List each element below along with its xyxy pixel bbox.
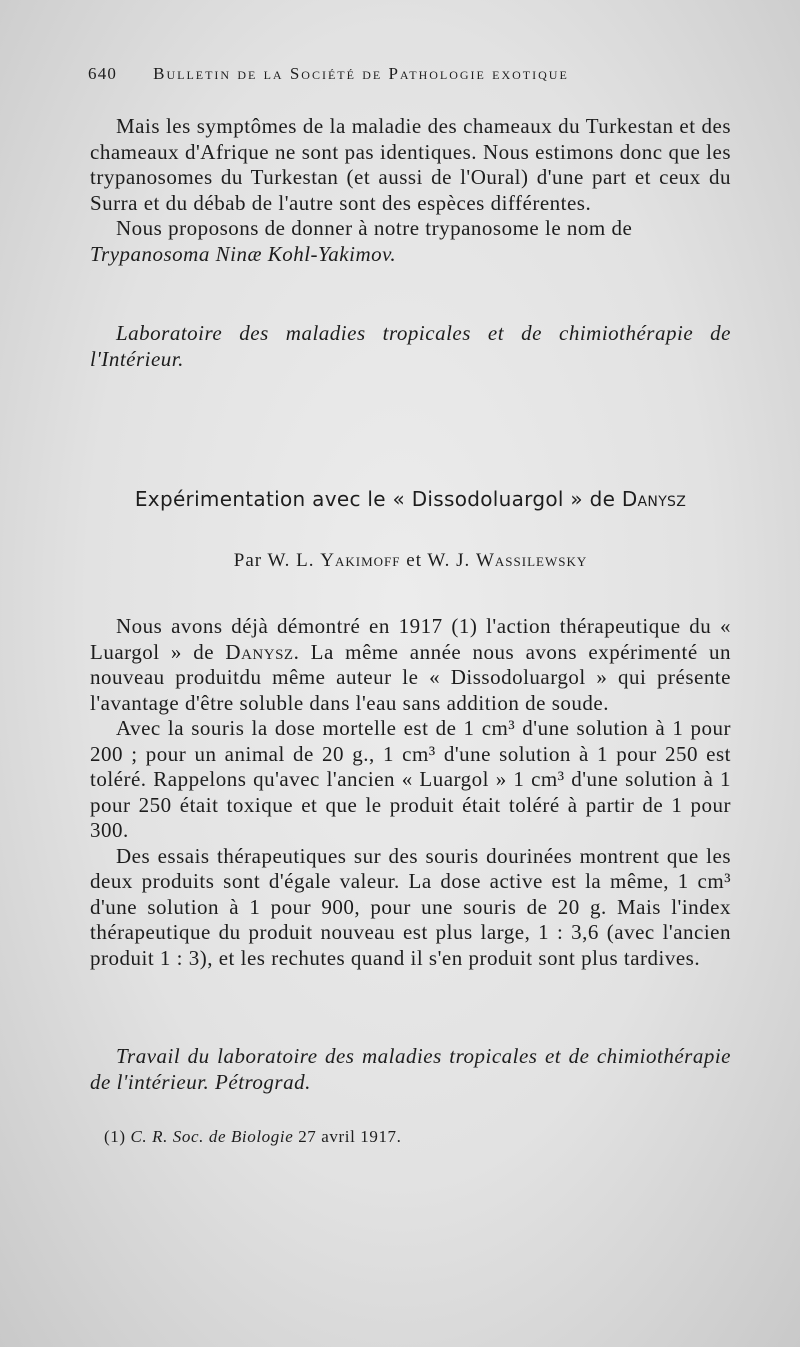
article-body bbox=[90, 614, 731, 971]
page-number: 640 bbox=[88, 64, 118, 83]
affiliation-text: Travail du laboratoire des maladies tropicales et de chimiothérapie de l'intérieur. Pétrograd. bbox=[90, 1044, 731, 1094]
previous-article-end bbox=[90, 114, 731, 267]
previous-article-affiliation bbox=[90, 321, 731, 372]
journal-title: Bulletin de la Société de Pathologie exotique bbox=[153, 64, 569, 83]
byline: Par W. L. Yakimoff et W. J. Wassilewsky bbox=[233, 550, 588, 571]
author-name: Danysz bbox=[621, 487, 687, 511]
running-header bbox=[88, 64, 708, 84]
author-name: Danysz bbox=[225, 639, 294, 664]
affiliation-text: Laboratoire des maladies tropicales et de chimiothérapie de l'Intérieur. bbox=[90, 321, 731, 371]
paragraph: Avec la souris la dose mortelle est de 1 cm³ d'une solution à 1 pour 200 ; pour un animal de 20 g., 1 cm³ d'une solution à 1 pour 250 est toléré. Rappelons qu'avec l'ancien « Luargol » 1 cm³ d'une solution à 1 pour 250 était toxique et que le produit était toléré à partir de 1 pour 300. bbox=[90, 716, 731, 842]
paragraph: Des essais thérapeutiques sur des souris dourinées montrent que les deux produits sont d'égale valeur. La dose active est la même, 1 cm³ d'une solution à 1 pour 900, pour une souris de 20 g. Mais l'index thérapeutique du produit nouveau est plus large, 1 : 3,6 (avec l'ancien produit 1 : 3), et les rechutes quand il s'en produit sont plus tardives. bbox=[90, 843, 731, 970]
author-name: Yakimoff bbox=[320, 550, 401, 571]
species-name: Trypanosoma Ninæ Kohl-Yakimov. bbox=[90, 241, 397, 266]
paragraph: Nous proposons de donner à notre trypanosome le nom de bbox=[116, 216, 633, 240]
footnote: (1) C. R. Soc. de Biologie 27 avril 1917. bbox=[104, 1127, 402, 1146]
paragraph: Mais les symptômes de la maladie des chameaux du Turkestan et des chameaux d'Afrique ne sont pas identiques. Nous estimons donc que les trypanosomes du Turkestan (et aussi de l'Oural) d'une part et ceux du Surra et du débab de l'autre sont des espèces différentes. bbox=[90, 114, 731, 215]
author-name: Wassilewsky bbox=[475, 550, 588, 571]
article-affiliation bbox=[90, 1044, 731, 1095]
paragraph: Nous avons déjà démontré en 1917 (1) l'action thérapeutique du « Luargol » de Danysz. La même année nous avons expérimenté un nouveau produitdu même auteur le « Dissodoluargol » qui présente l'avantage d'être soluble dans l'eau sans addition de soude. bbox=[90, 614, 731, 715]
article-title: Expérimentation avec le « Dissodoluargol » de Danysz bbox=[134, 487, 687, 511]
footnote-reference: C. R. Soc. de Biologie bbox=[130, 1127, 294, 1146]
